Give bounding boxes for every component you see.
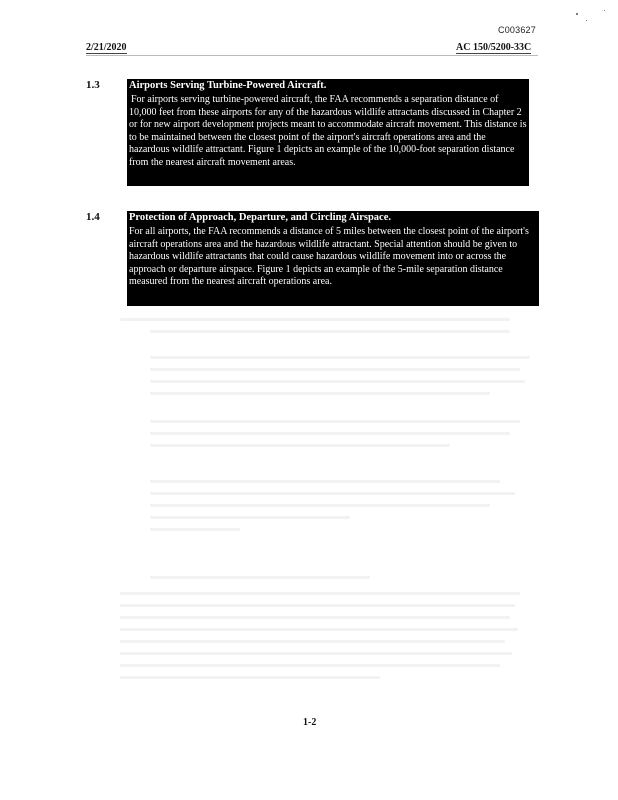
ghost-text-line (120, 652, 512, 655)
ghost-text-line (150, 444, 450, 447)
ghost-text-line (120, 318, 510, 321)
scan-speck (604, 10, 605, 11)
ghost-text-line (120, 616, 510, 619)
section-body: For airports serving turbine-powered aircraft, the FAA recommends a separation distance of 10,000 feet from these airports for any of the hazardous wildlife attractants discussed in Chapter 2 or for new airport development projects meant to accommodate aircraft movement. This distance is to be maintained between the closest point of the airport's aircraft operations area and the hazardous wildlife attractant. Figure 1 depicts an example of the 10,000-foot separation distance from the nearest aircraft movement areas. (129, 94, 527, 168)
ghost-text-line (150, 380, 525, 383)
header-rule (86, 55, 538, 56)
ghost-text-line (150, 420, 520, 423)
ghost-text-line (150, 356, 530, 359)
ghost-text-line (120, 640, 505, 643)
page-number: 1-2 (303, 717, 317, 728)
ghost-text-line (150, 576, 370, 579)
ghost-text-line (120, 664, 500, 667)
ghost-text-line (150, 392, 490, 395)
section-block-approach-departure (127, 211, 539, 306)
section-number: 1.3 (86, 79, 100, 91)
ghost-text-line (120, 604, 515, 607)
ghost-text-line (150, 432, 510, 435)
scan-speck (586, 20, 587, 21)
ghost-text-line (150, 480, 500, 483)
ghost-text-line (150, 330, 510, 333)
section-title: Airports Serving Turbine-Powered Aircraft. (129, 80, 327, 91)
document-id-stamp: C003627 (498, 25, 536, 35)
header-date: 2/21/2020 (86, 42, 127, 53)
ghost-text-line (150, 368, 520, 371)
section-title: Protection of Approach, Departure, and Circling Airspace. (129, 212, 392, 223)
scan-speck (576, 13, 578, 15)
ghost-text-line (150, 528, 240, 531)
ghost-text-line (120, 628, 518, 631)
header-ac-number: AC 150/5200-33C (456, 42, 532, 53)
section-block-turbine-powered (127, 79, 529, 186)
ghost-text-line (150, 516, 350, 519)
ghost-text-line (120, 676, 380, 679)
ghost-text-line (150, 504, 490, 507)
ghost-text-line (120, 592, 520, 595)
section-number: 1.4 (86, 211, 100, 223)
ghost-text-line (150, 492, 515, 495)
section-body: For all airports, the FAA recommends a distance of 5 miles between the closest point of the airport's aircraft operations area and the hazardous wildlife attractant. Special attention should be given to hazardous wildlife attractants that could cause hazardous wildlife movement into or across the approach or departure airspace. Figure 1 depicts an example of the 5-mile separation distance measured from the nearest aircraft operations area. (129, 226, 529, 288)
